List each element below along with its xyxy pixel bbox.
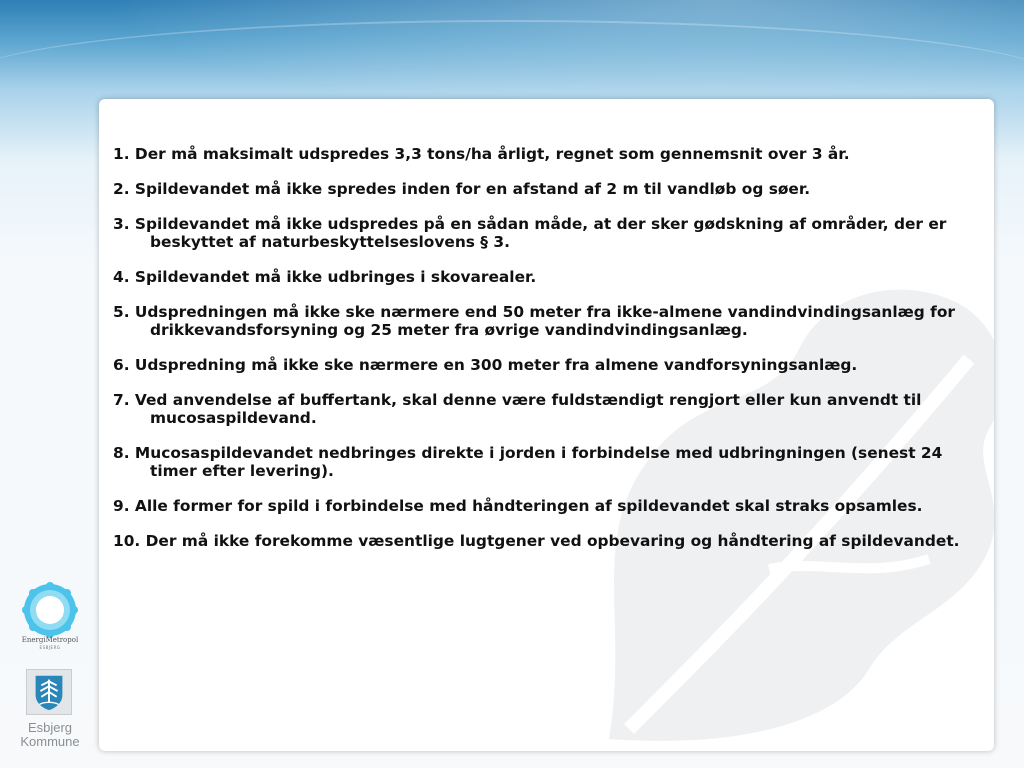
rule-text: Spildevandet må ikke udspredes på en sådan måde, at der sker gødskning af områder, der er beskyttet af naturbeskyttelseslovens § 3. bbox=[134, 215, 947, 251]
rule-text: Mucosaspildevandet nedbringes direkte i jorden i forbindelse med udbringningen (senest 24 timer efter levering). bbox=[134, 444, 943, 480]
municipality-line-1: Esbjerg bbox=[27, 720, 73, 735]
rule-number: 9. bbox=[113, 497, 130, 515]
sidebar-logos bbox=[0, 570, 99, 768]
rule-item-3 bbox=[113, 215, 983, 251]
rule-item-8 bbox=[113, 444, 983, 480]
rule-item-7 bbox=[113, 391, 983, 427]
rule-number: 1. bbox=[113, 145, 130, 163]
municipality-line-2: Kommune bbox=[20, 734, 80, 749]
municipality-crest bbox=[26, 669, 72, 715]
rule-number: 2. bbox=[113, 180, 130, 198]
rule-item-4 bbox=[113, 268, 983, 286]
esbjerg-crest-icon bbox=[27, 670, 71, 714]
rule-number: 5. bbox=[113, 303, 130, 321]
rule-number: 8. bbox=[113, 444, 130, 462]
rule-number: 4. bbox=[113, 268, 130, 286]
rules-list bbox=[113, 145, 983, 567]
rule-item-2 bbox=[113, 180, 983, 198]
rule-item-6 bbox=[113, 356, 983, 374]
rule-text: Spildevandet må ikke spredes inden for en afstand af 2 m til vandløb og søer. bbox=[134, 180, 811, 198]
energi-metropol-logo-icon bbox=[22, 582, 78, 638]
rule-item-10 bbox=[113, 532, 983, 550]
rule-text: Udspredning må ikke ske nærmere en 300 meter fra almene vandforsyningsanlæg. bbox=[134, 356, 858, 374]
rule-number: 3. bbox=[113, 215, 130, 233]
rule-item-1 bbox=[113, 145, 983, 163]
energi-metropol-name: EnergiMetropol bbox=[21, 636, 79, 644]
rule-text: Ved anvendelse af buffertank, skal denne være fuldstændigt rengjort eller kun anvendt til mucosaspildevand. bbox=[134, 391, 922, 427]
rule-text: Udspredningen må ikke ske nærmere end 50 meter fra ikke-almene vandindvindingsanlæg for drikkevandsforsyning og 25 meter fra øvrige vandindvindingsanlæg. bbox=[134, 303, 955, 339]
rule-number: 7. bbox=[113, 391, 130, 409]
rule-number: 10. bbox=[113, 532, 141, 550]
rule-text: Der må ikke forekomme væsentlige lugtgener ved opbevaring og håndtering af spildevandet. bbox=[145, 532, 960, 550]
rule-item-5 bbox=[113, 303, 983, 339]
content-panel bbox=[99, 99, 994, 751]
energi-metropol-sub: ESBJERG bbox=[39, 645, 61, 650]
rule-number: 6. bbox=[113, 356, 130, 374]
rule-text: Spildevandet må ikke udbringes i skovarealer. bbox=[134, 268, 537, 286]
rule-item-9 bbox=[113, 497, 983, 515]
municipality-name bbox=[10, 721, 90, 749]
rule-text: Alle former for spild i forbindelse med håndteringen af spildevandet skal straks opsamles. bbox=[134, 497, 923, 515]
rule-text: Der må maksimalt udspredes 3,3 tons/ha årligt, regnet som gennemsnit over 3 år. bbox=[134, 145, 850, 163]
